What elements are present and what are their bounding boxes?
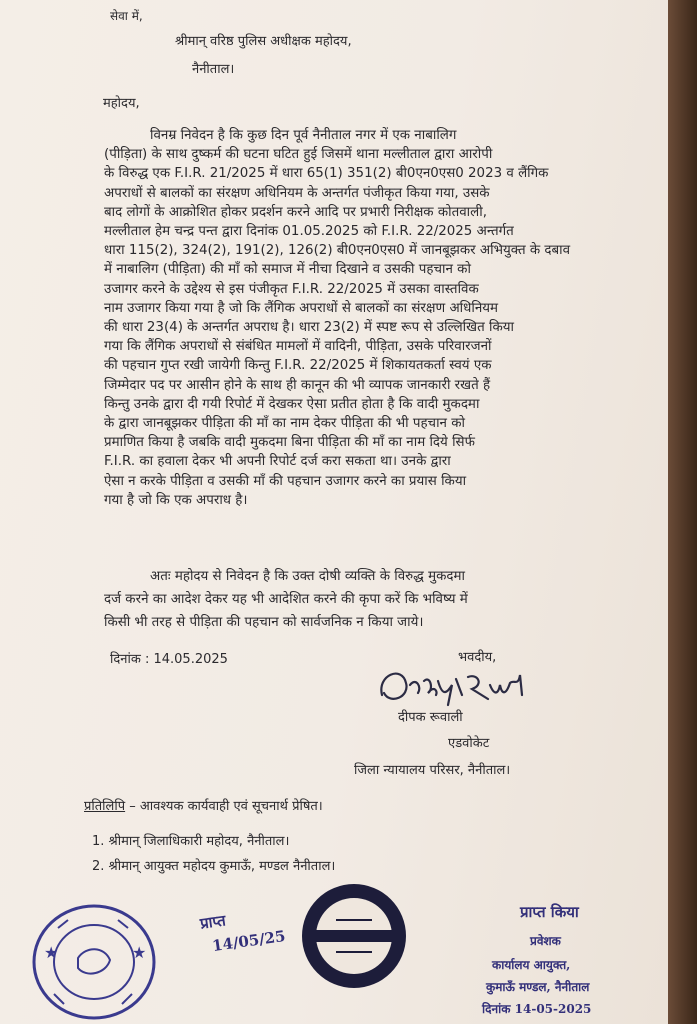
request-line: किसी भी तरह से पीड़िता की पहचान को सार्वजनिक न किया जाये। [104, 615, 424, 630]
round-office-stamp [28, 898, 162, 1022]
received-stamp-office: कार्यालय आयुक्त, [492, 958, 571, 972]
body-line: धारा 115(2), 324(2), 191(2), 126(2) बी0एन0एस0 में जानबूझकर अभियुक्त के दबाव [104, 243, 571, 259]
copy-heading-line [84, 797, 323, 817]
body-line: जिम्मेदार पद पर आसीन होने के साथ ही कानून की भी व्यापक जानकारी रखते हैं [104, 377, 491, 393]
received-handwritten: प्राप्त [198, 911, 227, 933]
body-line: नाम उजागर किया गया है जो कि लैंगिक अपराधों से बालकों का संरक्षण अधिनियम [104, 300, 499, 316]
body-paragraph [104, 126, 600, 510]
body-line: (पीड़िता) के साथ दुष्कर्म की घटना घटित हुई जिसमें थाना मल्लीताल द्वारा आरोपी [104, 147, 493, 163]
sender-address: जिला न्यायालय परिसर, नैनीताल। [354, 763, 511, 778]
copy-item-1: 1. श्रीमान् जिलाधिकारी महोदय, नैनीताल। [92, 834, 290, 849]
body-line: की धारा 23(4) के अन्तर्गत अपराध है। धारा 23(2) में स्पष्ट रूप से उल्लिखित किया [104, 320, 514, 336]
received-stamp-division: कुमाऊँ मण्डल, नैनीताल [486, 980, 590, 994]
closing: भवदीय, [458, 650, 497, 665]
body-line: में नाबालिग (पीड़िता) की माँ को समाज में नीचा दिखाने व उसकी पहचान को [104, 262, 471, 278]
background-edge [668, 0, 697, 1024]
body-line: गया है जो कि एक अपराध है। [104, 492, 248, 508]
body-line: के विरुद्ध एक F.I.R. 21/2025 में धारा 65(1) 351(2) बी0एन0एस0 2023 व लैंगिक [104, 166, 549, 182]
received-stamp-date: दिनांक 14-05-2025 [482, 1002, 592, 1016]
copy-heading-rest: – आवश्यक कार्यवाही एवं सूचनार्थ प्रेषित। [125, 799, 323, 814]
received-handwritten-date: 14/05/25 [211, 926, 287, 956]
svg-text:★: ★ [44, 943, 59, 962]
received-stamp-role: प्रवेशक [530, 934, 561, 948]
svg-text:★: ★ [132, 943, 147, 962]
body-line: की पहचान गुप्त रखी जायेगी किन्तु F.I.R. 22/2025 में शिकायतकर्ता स्वयं एक [104, 358, 492, 374]
body-line: F.I.R. का हवाला देकर भी अपनी रिपोर्ट दर्ज करा सकता था। उनके द्वारा [104, 454, 451, 470]
body-line: मल्लीताल हेम चन्द्र पन्त द्वारा दिनांक 01.05.2025 को F.I.R. 22/2025 अन्तर्गत [104, 224, 514, 240]
sender-designation: एडवोकेट [448, 736, 490, 751]
request-paragraph [104, 565, 614, 634]
received-stamp-heading: प्राप्त किया [520, 903, 579, 921]
body-line: ऐसा न करके पीड़िता व उसकी माँ की पहचान उजागर करने का प्रयास किया [104, 473, 467, 489]
to-line: सेवा में, [110, 9, 143, 23]
body-line: प्रमाणित किया है जबकि वादी मुकदमा बिना पीड़िता की माँ का नाम दिये सिर्फ [104, 435, 475, 451]
salutation: महोदय, [103, 96, 140, 111]
body-line: किन्तु उनके द्वारा दी गयी रिपोर्ट में देखकर ऐसा प्रतीत होता है कि वादी मुकदमा [104, 396, 480, 412]
copy-item-2: 2. श्रीमान् आयुक्त महोदय कुमाऊँ, मण्डल नैनीताल। [92, 859, 336, 874]
body-line: के द्वारा जानबूझकर पीड़िता की माँ का नाम देकर पीड़िता की भी पहचान को [104, 416, 465, 432]
body-line: अपराधों से बालकों का संरक्षण अधिनियम के अन्तर्गत पंजीकृत किया गया, उसके [104, 185, 490, 201]
request-line: अतः महोदय से निवेदन है कि उक्त दोषी व्यक्ति के विरुद्ध मुकदमा [150, 569, 465, 584]
recipient-title: श्रीमान् वरिष्ठ पुलिस अधीक्षक महोदय, [175, 34, 352, 49]
recipient-place: नैनीताल। [192, 62, 235, 77]
body-line: गया कि लैंगिक अपराधों से संबंधित मामलों में वादिनी, पीड़िता, उसके परिवारजनों [104, 339, 492, 355]
body-line: बाद लोगों के आक्रोशित होकर प्रदर्शन करने आदि पर प्रभारी निरीक्षक कोतवाली, [104, 204, 487, 220]
signature [372, 655, 542, 713]
sender-name: दीपक रूवाली [398, 710, 463, 725]
request-line: दर्ज करने का आदेश देकर यह भी आदेशित करने की कृपा करें कि भविष्य में [104, 592, 468, 607]
copy-heading: प्रतिलिपि [84, 799, 126, 814]
date-label: दिनांक : 14.05.2025 [110, 652, 228, 667]
body-line: उजागर करने के उद्देश्य से इस पंजीकृत F.I.R. 22/2025 में उसका वास्तविक [104, 281, 479, 297]
dark-round-stamp [296, 880, 412, 992]
body-line: विनम्र निवेदन है कि कुछ दिन पूर्व नैनीताल नगर में एक नाबालिग [150, 128, 457, 143]
